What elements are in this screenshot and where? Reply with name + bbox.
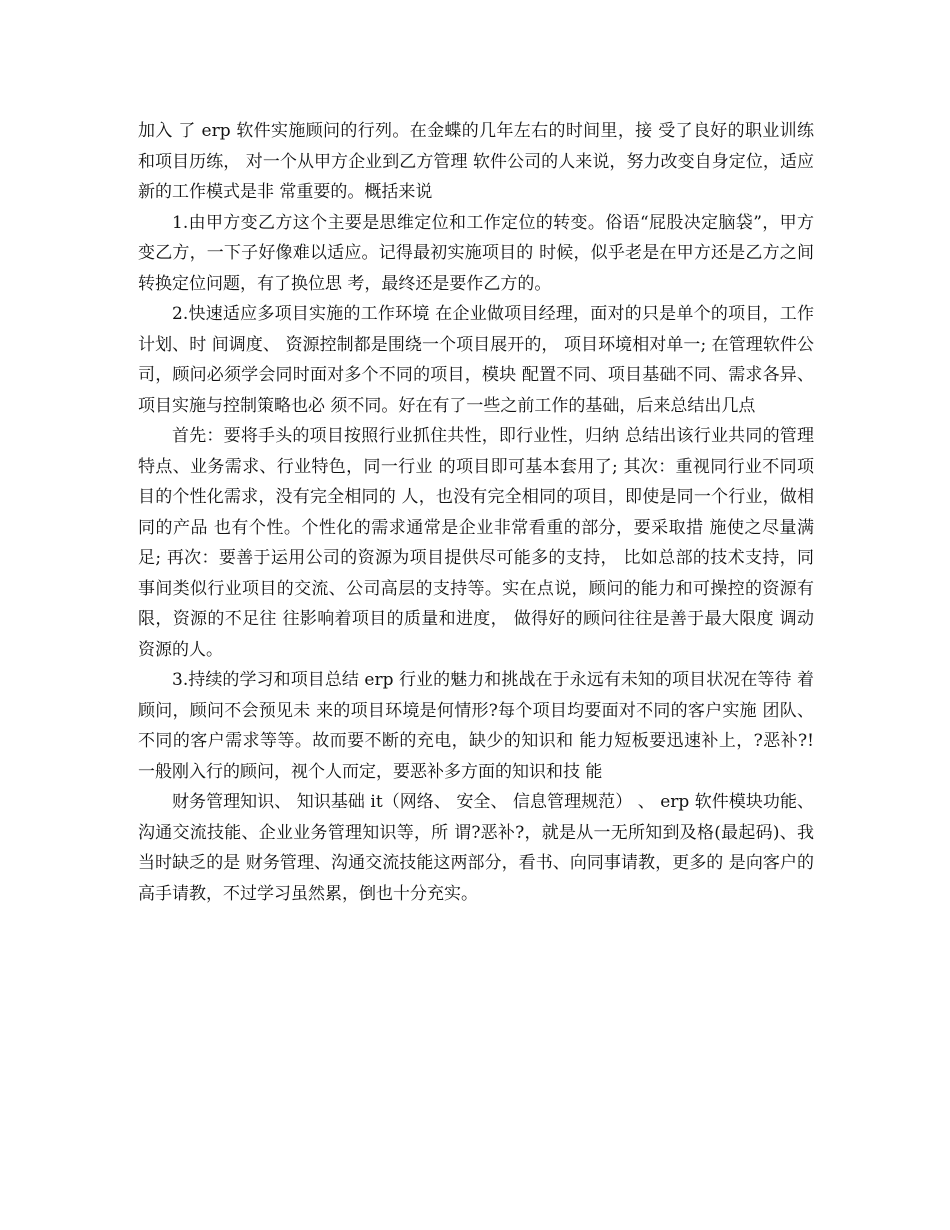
document-body (138, 116, 814, 909)
paragraph-point-3: 3.持续的学习和项目总结 erp 行业的魅力和挑战在于永远有未知的项目状况在等待 着顾问，顾问不会预见未 来的项目环境是何情形?每个项目均要面对不同的客户实施 团队、不同的客户需求等等。故而要不断的充电，缺少的知识和 能力短板要迅速补上，?恶补?! 一般刚入行的顾问，视个人而定，要恶补多方面的知识和技 能 (138, 670, 814, 782)
paragraph-knowledge: 财务管理知识、 知识基础 it（网络、 安全、 信息管理规范） 、 erp 软件模块功能、沟通交流技能、企业业务管理知识等，所 谓?恶补?，就是从一无所知到及格(最起码)、我当时缺乏的是 财务管理、沟通交流技能这两部分，看书、向同事请教，更多的 是向客户的高手请教，不过学习虽然累，倒也十分充实。 (138, 792, 814, 904)
paragraph-point-2: 2.快速适应多项目实施的工作环境 在企业做项目经理，面对的只是单个的项目，工作计划、时 间调度、 资源控制都是围绕一个项目展开的， 项目环境相对单一; 在管理软件公司，顾问必须学会同时面对多个不同的项目，模块 配置不同、项目基础不同、需求各异、项目实施与控制策略也必 须不同。好在有了一些之前工作的基础，后来总结出几点 (138, 304, 814, 416)
paragraph-strategies: 首先：要将手头的项目按照行业抓住共性，即行业性，归纳 总结出该行业共同的管理特点、业务需求、行业特色，同一行业 的项目即可基本套用了; 其次：重视同行业不同项目的个性化需求，没有完全相同的 人，也没有完全相同的项目，即使是同一个行业，做相同的产品 也有个性。个性化的需求通常是企业非常看重的部分，要采取措 施使之尽量满足; 再次：要善于运用公司的资源为项目提供尽可能多的支持， 比如总部的技术支持，同事间类似行业项目的交流、公司高层的支持等。实在点说，顾问的能力和可操控的资源有限，资源的不足往 往影响着项目的质量和进度， 做得好的顾问往往是善于最大限度 调动资源的人。 (138, 426, 814, 660)
paragraph-intro: 加入 了 erp 软件实施顾问的行列。在金蝶的几年左右的时间里，接 受了良好的职业训练和项目历练， 对一个从甲方企业到乙方管理 软件公司的人来说，努力改变自身定位，适应新的工作模式是非 常重要的。概括来说 (138, 121, 814, 202)
paragraph-point-1: 1.由甲方变乙方这个主要是思维定位和工作定位的转变。俗语“屁股决定脑袋”，甲方变乙方，一下子好像难以适应。记得最初实施项目的 时候，似乎老是在甲方还是乙方之间转换定位问题，有了换位思 考，最终还是要作乙方的。 (138, 212, 814, 294)
